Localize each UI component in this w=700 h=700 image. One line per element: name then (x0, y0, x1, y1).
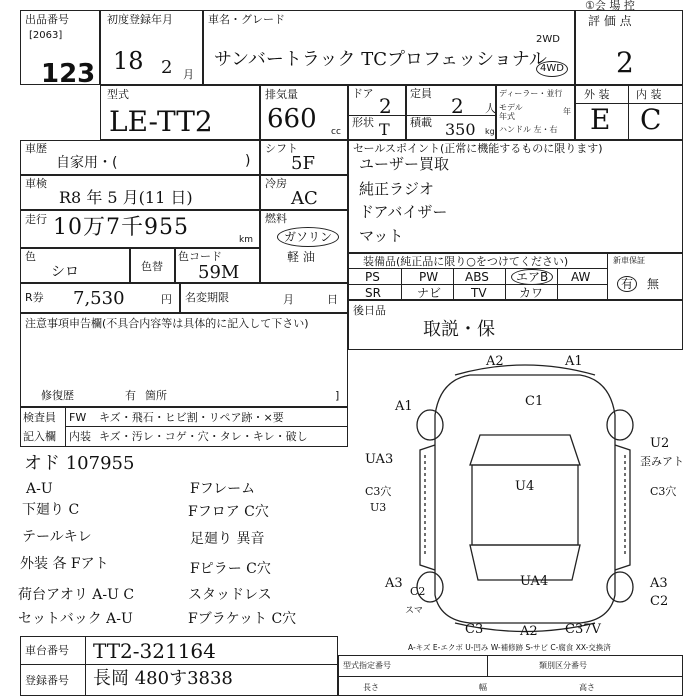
name-change-day: 日 (327, 293, 338, 306)
remark-3: 下廻り C (22, 502, 80, 518)
chassis-value: TT2-321164 (93, 639, 216, 663)
inspector-row1: キズ・飛石・ヒビ割・リペア跡・×要 (99, 411, 284, 424)
equipment-box (348, 253, 683, 300)
height-label: 高さ (579, 683, 595, 692)
chassis-box (20, 636, 338, 696)
diag-label-a3-right: A3 (650, 576, 668, 591)
dealer-label: ディーラー・並行 (499, 89, 563, 98)
repair-value: 有 (125, 389, 136, 402)
diag-label-a2-bottom: A2 (520, 624, 538, 639)
grade-box (575, 10, 683, 85)
reg-value: 長岡 480す3838 (93, 668, 233, 689)
venue-copy-note: ①会 場 控 (585, 0, 635, 12)
model-box (100, 85, 260, 140)
capacity-unit: 人 (485, 102, 496, 115)
diag-label-a3-left: A3 (385, 576, 403, 591)
drive-2wd: 2WD (536, 34, 560, 45)
inspection-label: 車検 (25, 177, 47, 190)
load-unit: kg (485, 127, 495, 136)
diag-label-c3-right: C3穴 (650, 485, 677, 498)
diag-label-u4: U4 (515, 479, 535, 494)
inspection-value: R8 年 5 月(11 日) (59, 188, 193, 207)
grade-value: 2 (616, 46, 634, 79)
color-code-value: 59M (198, 262, 240, 283)
diagram-legend: A-キズ E-エクボ U-凹み W-補修跡 S-サビ C-腐食 XX-交換済 (408, 643, 611, 652)
remark-r1: Fフレーム (190, 481, 256, 497)
diag-label-c3-bottom: C3 (465, 622, 484, 637)
notes-label: 注意事項申告欄(不具合内容等は具体的に記入して下さい) (25, 317, 309, 330)
displacement-unit: cc (331, 127, 341, 137)
reg-label: 登録番号 (25, 674, 69, 687)
equip-abs: ABS (465, 270, 489, 284)
aircon-box (260, 175, 348, 210)
diag-label-c1: C1 (525, 394, 544, 409)
vehicle-damage-diagram (360, 355, 690, 640)
lot-label: 出品番号 (25, 13, 69, 26)
aircon-value: AC (291, 188, 318, 209)
recycle-box (20, 283, 180, 313)
diag-label-a2-top: A2 (486, 355, 504, 369)
doors-box (348, 85, 406, 140)
width-label: 幅 (479, 683, 487, 692)
shift-label: シフト (265, 142, 298, 155)
displacement-value: 660 (267, 104, 317, 134)
lot-code: [2063] (29, 30, 63, 41)
model-year-label: モデル 年式 (499, 103, 523, 121)
capacity-value: 2 (451, 94, 464, 118)
sales-points-box (348, 140, 683, 253)
equip-navi: ナビ (417, 286, 442, 300)
interior-label: 内 装 (636, 88, 662, 101)
remark-7: セットバック A-U (18, 611, 133, 627)
equip-leather: カワ (519, 286, 544, 300)
registration-month-unit: 月 (183, 68, 194, 81)
model-label: 型式 (107, 88, 129, 101)
history-value: 自家用・( (56, 155, 118, 171)
diag-label-u3: U3 (370, 501, 387, 514)
dealer-box (496, 85, 575, 140)
sales-point-3: ドアバイザー (359, 203, 448, 221)
inspector-fw: FW (69, 411, 87, 424)
history-box (20, 140, 260, 175)
mileage-label: 走行 (25, 213, 47, 226)
handle-label: ハンドル 左・右 (499, 125, 558, 134)
equip-sr: SR (365, 286, 381, 300)
diag-label-sma: スマ (405, 606, 423, 616)
inspection-box (20, 175, 260, 210)
equip-pw: PW (419, 270, 439, 284)
remark-r4: Fピラー C穴 (190, 561, 271, 577)
equip-aw: AW (571, 270, 591, 284)
remark-4: テールキレ (22, 529, 92, 545)
shape-label: 形状 (352, 116, 374, 129)
remark-r3: 足廻り 異音 (190, 531, 265, 547)
warranty-yes: 有 (617, 276, 637, 292)
doors-value: 2 (379, 94, 392, 118)
fuel-gasoline: ガソリン (277, 227, 339, 247)
history-label: 車歴 (25, 142, 47, 155)
equip-airbag: エアB (511, 269, 553, 285)
load-label: 積載 (410, 116, 432, 129)
after-sale-label: 後日品 (353, 304, 386, 317)
remark-5: 外装 各 Fアト (20, 556, 109, 572)
diag-label-c2-left: C2 (410, 585, 426, 598)
aircon-label: 冷房 (265, 177, 287, 190)
sales-point-2: 純正ラジオ (359, 180, 435, 198)
repair-close: ] (335, 389, 340, 402)
diag-label-a1-left: A1 (395, 399, 413, 414)
name-change-month: 月 (283, 293, 294, 306)
sales-point-4: マット (359, 227, 404, 245)
inspector-naiso: 内装 (69, 430, 91, 443)
diag-label-warp: 歪みアト (640, 455, 684, 468)
diag-label-c3-left: C3穴 (365, 485, 392, 498)
remark-r2: Fフロア C穴 (188, 504, 269, 520)
displacement-label: 排気量 (265, 88, 298, 101)
inspector-label-2: 記入欄 (23, 430, 56, 443)
shift-box (260, 140, 348, 175)
registration-box (100, 10, 203, 85)
spec-footer-box (338, 655, 683, 696)
model-year-unit: 年 (563, 107, 571, 116)
history-close: ) (245, 153, 251, 169)
class-number-label: 類別区分番号 (539, 661, 587, 670)
color-value: シロ (51, 264, 79, 280)
inspector-row2: キズ・汚レ・コゲ・穴・タレ・キレ・破し (99, 430, 308, 443)
displacement-box (260, 85, 348, 140)
fuel-label: 燃料 (265, 212, 287, 225)
inspector-label-1: 検査員 (23, 411, 56, 424)
recycle-value: 7,530 (73, 288, 125, 309)
length-label: 長さ (363, 683, 379, 692)
diag-label-c2-right: C2 (650, 594, 669, 609)
remark-1: オド 107955 (24, 453, 135, 474)
equip-tv: TV (471, 286, 487, 300)
lot-number: 123 (41, 59, 96, 89)
diag-label-ua3: UA3 (365, 452, 394, 467)
doors-label: ドア (352, 87, 374, 100)
color-code-box (175, 248, 260, 283)
exterior-value: E (590, 103, 611, 136)
model-value: LE-TT2 (109, 105, 213, 138)
lot-box (20, 10, 100, 89)
name-change-label: 名変期限 (185, 291, 229, 304)
capacity-box (406, 85, 496, 140)
color-change-label: 色替 (141, 260, 163, 273)
sales-points-label: セールスポイント(正常に機能するものに限ります) (353, 142, 603, 155)
remark-r6: Fブラケット C穴 (188, 611, 297, 627)
registration-year: 18 (113, 47, 144, 75)
color-change-box (130, 248, 175, 283)
color-box (20, 248, 130, 283)
chassis-label: 車台番号 (25, 644, 69, 657)
exterior-interior-box (575, 85, 683, 140)
grade-label: 評 価 点 (588, 14, 632, 28)
interior-value: C (640, 103, 662, 136)
color-code-label: 色コード (178, 250, 222, 263)
fuel-box (260, 210, 348, 283)
notes-box (20, 313, 348, 407)
repair-label: 修復歴 (41, 389, 74, 402)
load-value: 350 (445, 120, 476, 139)
diag-label-c37v: C37V (565, 622, 601, 637)
capacity-label: 定員 (410, 87, 432, 100)
vehicle-name-value: サンバートラック TCプロフェッショナル (214, 49, 547, 70)
recycle-unit: 円 (161, 293, 172, 306)
exterior-label: 外 装 (584, 88, 610, 101)
type-number-label: 型式指定番号 (343, 661, 391, 670)
registration-label: 初度登録年月 (107, 13, 173, 26)
diag-label-u2: U2 (650, 436, 670, 451)
vehicle-name-box (203, 10, 575, 85)
sales-point-1: ユーザー買取 (359, 155, 450, 173)
recycle-label: R券 (25, 291, 44, 304)
remark-6: 荷台アオリ A-U C (18, 587, 135, 603)
mileage-value: 10万7千955 (53, 215, 189, 240)
inspector-box (20, 407, 348, 447)
after-sale-box (348, 300, 683, 350)
mileage-unit: km (239, 235, 253, 245)
repair-place: 箇所 (145, 389, 167, 402)
drive-4wd: 4WD (536, 61, 568, 77)
shift-value: 5F (291, 153, 315, 174)
color-label: 色 (25, 250, 36, 263)
after-sale-value: 取説・保 (423, 319, 495, 340)
new-car-warranty-label: 新車保証 (613, 256, 645, 265)
equip-ps: PS (365, 270, 380, 284)
fuel-diesel: 軽 油 (287, 250, 315, 264)
diag-label-ua4: UA4 (520, 574, 549, 589)
diag-label-a1-top: A1 (565, 355, 583, 369)
registration-month: 2 (161, 57, 173, 78)
warranty-no: 無 (647, 277, 660, 291)
remark-2: A-U (26, 481, 53, 497)
name-change-box (180, 283, 348, 313)
equipment-label: 装備品(純正品に限り○をつけてください) (363, 255, 569, 268)
vehicle-name-label: 車名・グレード (208, 13, 285, 26)
mileage-box (20, 210, 260, 248)
shape-value: T (379, 120, 390, 139)
remark-r5: スタッドレス (188, 587, 272, 603)
